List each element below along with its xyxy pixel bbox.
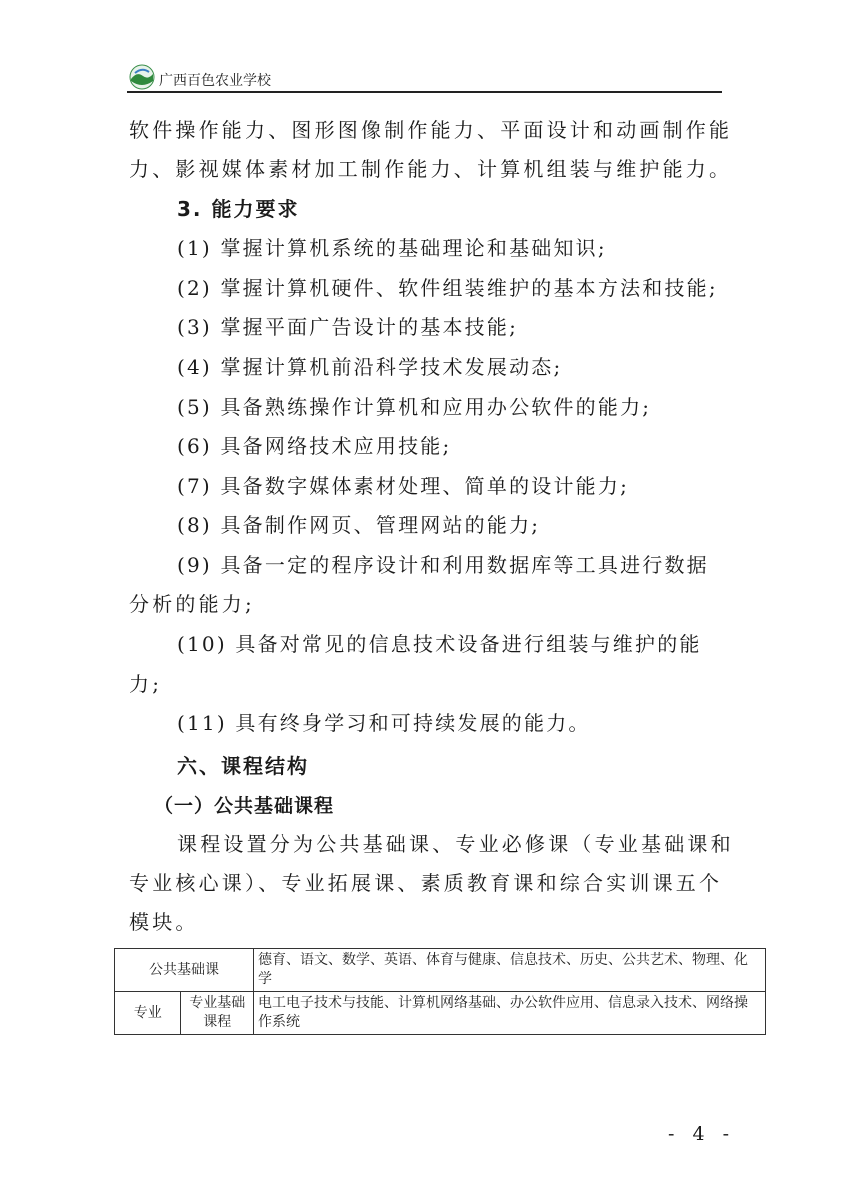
list-item: (10) 具备对常见的信息技术设备进行组装与维护的能 bbox=[177, 632, 702, 656]
school-logo-icon bbox=[129, 64, 155, 90]
subsection-heading: （一）公共基础课程 bbox=[154, 795, 335, 817]
list-item: (3) 掌握平面广告设计的基本技能; bbox=[177, 315, 519, 339]
list-item: (11) 具有终身学习和可持续发展的能力。 bbox=[177, 711, 591, 735]
body-text: 模块。 bbox=[129, 910, 199, 934]
table-cell-content: 德育、语文、数学、英语、体育与健康、信息技术、历史、公共艺术、物理、化学 bbox=[254, 949, 766, 992]
table-cell-label: 公共基础课 bbox=[115, 949, 254, 992]
list-item-continuation: 分析的能力; bbox=[129, 592, 255, 616]
list-item: (6) 具备网络技术应用技能; bbox=[177, 434, 452, 458]
heading-ability-requirements: 3. 能力要求 bbox=[177, 197, 300, 221]
header-rule bbox=[127, 91, 722, 93]
table-cell-label: 专业基础课程 bbox=[181, 992, 254, 1035]
list-item: (7) 具备数字媒体素材处理、简单的设计能力; bbox=[177, 474, 630, 498]
list-item: (5) 具备熟练操作计算机和应用办公软件的能力; bbox=[177, 395, 652, 419]
body-text: 专业核心课）、专业拓展课、素质教育课和综合实训课五个 bbox=[129, 871, 723, 895]
school-name: 广西百色农业学校 bbox=[159, 73, 271, 89]
list-item: (9) 具备一定的程序设计和利用数据库等工具进行数据 bbox=[177, 553, 709, 577]
table-cell-content: 电工电子技术与技能、计算机网络基础、办公软件应用、信息录入技术、网络操作系统 bbox=[254, 992, 766, 1035]
course-table bbox=[114, 948, 766, 1035]
table-cell-group: 专业 bbox=[115, 992, 181, 1035]
body-text: 软件操作能力、图形图像制作能力、平面设计和动画制作能 bbox=[129, 118, 733, 142]
list-item: (2) 掌握计算机硬件、软件组装维护的基本方法和技能; bbox=[177, 276, 718, 300]
table-row bbox=[115, 992, 766, 1035]
body-text: 课程设置分为公共基础课、专业必修课（专业基础课和 bbox=[177, 832, 734, 856]
section-heading: 六、课程结构 bbox=[177, 754, 309, 778]
list-item: (8) 具备制作网页、管理网站的能力; bbox=[177, 513, 541, 537]
list-item: (1) 掌握计算机系统的基础理论和基础知识; bbox=[177, 236, 607, 260]
body-text: 力、影视媒体素材加工制作能力、计算机组装与维护能力。 bbox=[129, 157, 733, 181]
page-number: - 4 - bbox=[668, 1123, 736, 1145]
page-header bbox=[127, 60, 722, 93]
list-item-continuation: 力; bbox=[129, 672, 163, 696]
table-row bbox=[115, 949, 766, 992]
list-item: (4) 掌握计算机前沿科学技术发展动态; bbox=[177, 355, 563, 379]
